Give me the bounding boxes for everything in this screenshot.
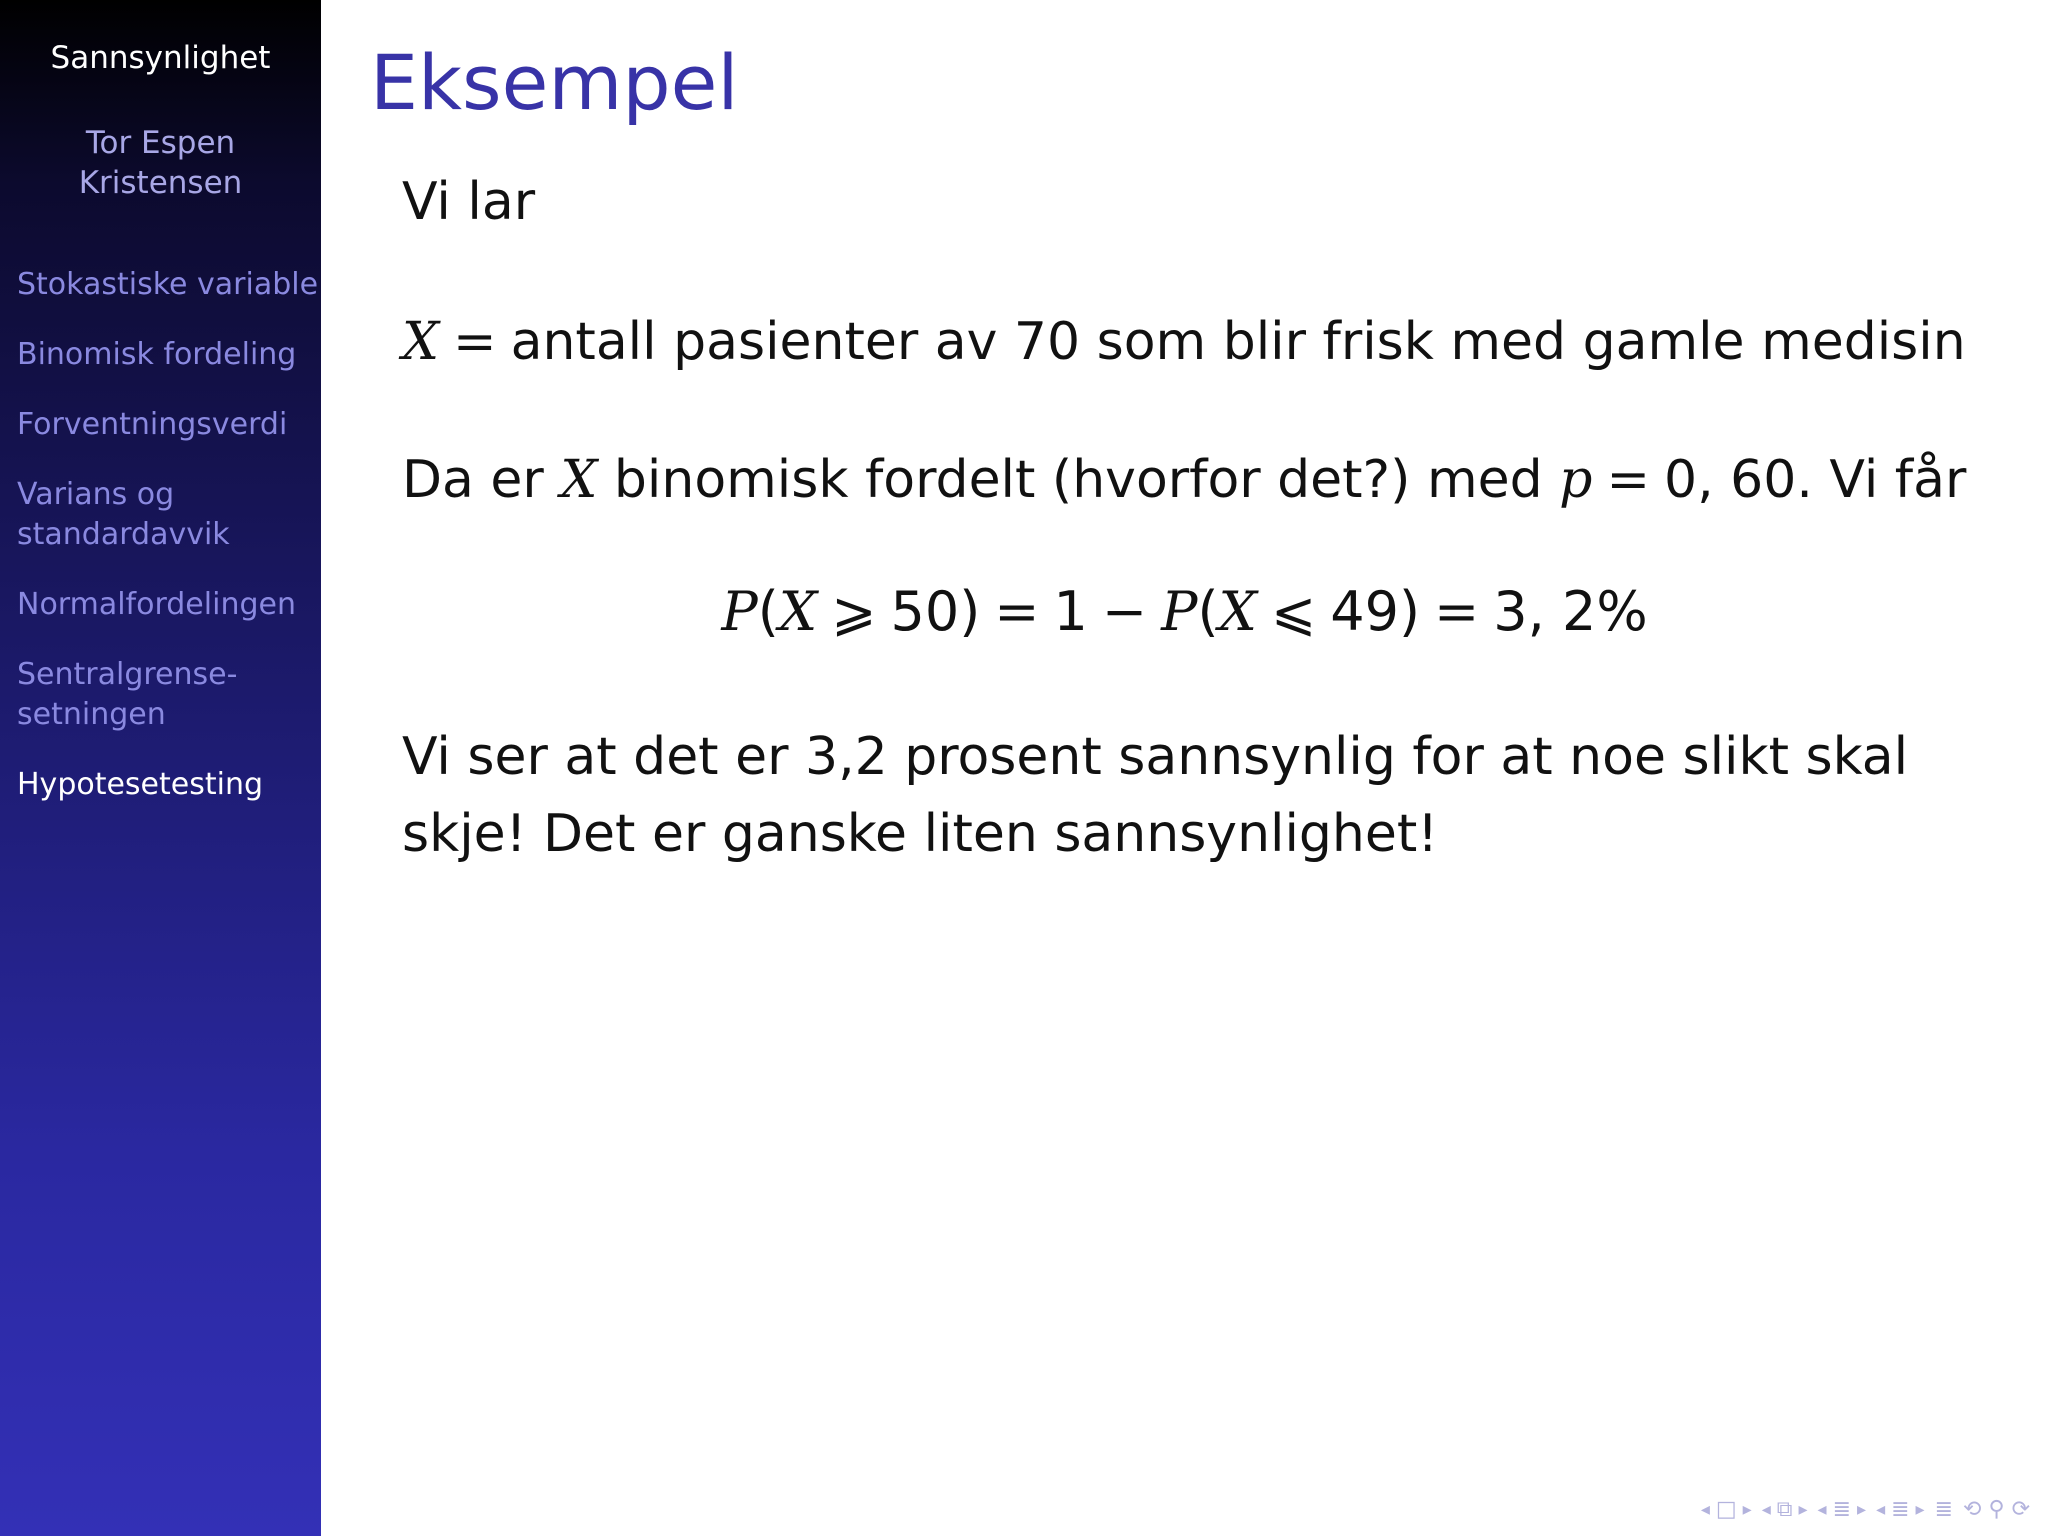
equals-sign: = <box>994 580 1040 643</box>
nav-item-varians-og-standardavvik[interactable] <box>17 475 317 555</box>
one: 1 <box>1053 580 1088 643</box>
nav-item-label: Stokastiske variable <box>17 267 319 302</box>
variable-x: X <box>778 580 818 643</box>
result-value: 3, 2% <box>1493 580 1648 643</box>
distribution-line <box>402 450 1966 510</box>
navigation-symbols <box>1701 1497 2030 1522</box>
frame-icon[interactable]: □ <box>1715 1497 1737 1522</box>
search-back-forward-icon[interactable]: ⟲ ⚲ ⟳ <box>1963 1497 2030 1522</box>
prev-document-icon[interactable]: ◂ <box>1876 1499 1886 1520</box>
conclusion-line-2: skje! Det er ganske liten sannsynlighet! <box>402 804 1439 864</box>
minus-sign: − <box>1101 580 1148 643</box>
document-nav <box>1876 1497 1925 1522</box>
variable-x: X <box>1218 580 1257 643</box>
sidebar <box>0 0 321 1536</box>
nav-item-label: Hypotesetesting <box>17 767 264 802</box>
leq-sign: ⩽ <box>1271 580 1317 643</box>
rhs-number: 49) <box>1330 580 1421 643</box>
variable-p: p <box>1559 450 1593 510</box>
prob-symbol: P <box>1161 580 1198 643</box>
distribution-text-b: binomisk fordelt (hvorfor det?) med <box>613 450 1543 510</box>
nav-item-label-line-2: standardavvik <box>17 517 230 552</box>
subsection-nav <box>1762 1497 1808 1522</box>
prob-symbol: P <box>721 580 758 643</box>
nav-item-binomisk-fordeling[interactable] <box>17 335 317 375</box>
nav-item-label: Forventningsverdi <box>17 407 288 442</box>
conclusion-line-1: Vi ser at det er 3,2 prosent sannsynlig for at noe slikt skal <box>402 727 1909 787</box>
nav-item-label-line-2: setningen <box>17 697 166 732</box>
nav-item-label: Varians og <box>17 477 175 512</box>
prev-frame-icon[interactable]: ◂ <box>1700 1499 1710 1520</box>
presentation-title[interactable]: Sannsynlighet <box>50 40 271 76</box>
variable-x: X <box>560 450 598 510</box>
author-line-2: Kristensen <box>78 165 243 201</box>
next-subsection-icon[interactable]: ▸ <box>1798 1499 1808 1520</box>
frame-nav <box>1701 1497 1752 1522</box>
subsection-icon[interactable]: ⧉ <box>1776 1497 1793 1522</box>
intro-text: Vi lar <box>402 172 536 232</box>
appendix-nav <box>1935 1497 1953 1522</box>
geq-sign: ⩾ <box>831 580 877 643</box>
next-document-icon[interactable]: ▸ <box>1915 1499 1925 1520</box>
prev-section-icon[interactable]: ◂ <box>1817 1499 1827 1520</box>
nav-item-forventningsverdi[interactable] <box>17 405 317 445</box>
nav-item-stokastiske-variable[interactable] <box>17 265 317 305</box>
nav-item-label: Binomisk fordeling <box>17 337 297 372</box>
frame-title: Eksempel <box>370 38 739 127</box>
author-line-1: Tor Espen <box>85 125 236 161</box>
nav-item-hypotesetesting[interactable] <box>17 765 317 805</box>
paren-open: ( <box>1197 580 1219 643</box>
probability-formula <box>0 580 2048 643</box>
next-section-icon[interactable]: ▸ <box>1857 1499 1867 1520</box>
nav-item-label: Normalfordelingen <box>17 587 296 622</box>
appendix-icon[interactable]: ≣ <box>1934 1497 1954 1522</box>
next-frame-icon[interactable]: ▸ <box>1742 1499 1752 1520</box>
equals-sign: = <box>453 312 497 372</box>
definition-line <box>402 312 1966 372</box>
variable-x: X <box>402 312 440 372</box>
equals-sign: = <box>1434 580 1480 643</box>
definition-text: antall pasienter av 70 som blir frisk med gamle medisin <box>510 312 1966 372</box>
paren-open: ( <box>757 580 779 643</box>
distribution-text-a: Da er <box>402 450 544 510</box>
equals-sign: = <box>1606 450 1651 510</box>
section-nav-symbols <box>1818 1497 1867 1522</box>
nav-item-label: Sentralgrense- <box>17 657 238 692</box>
section-icon[interactable]: ≣ <box>1832 1497 1852 1522</box>
prev-subsection-icon[interactable]: ◂ <box>1761 1499 1771 1520</box>
nav-item-sentralgrensesetningen[interactable] <box>17 655 317 735</box>
search-nav <box>1963 1497 2030 1522</box>
lhs-number: 50) <box>890 580 981 643</box>
author-name[interactable] <box>0 123 321 203</box>
probability-value: 0, 60. Vi får <box>1664 450 1967 510</box>
document-icon[interactable]: ≣ <box>1891 1497 1910 1522</box>
